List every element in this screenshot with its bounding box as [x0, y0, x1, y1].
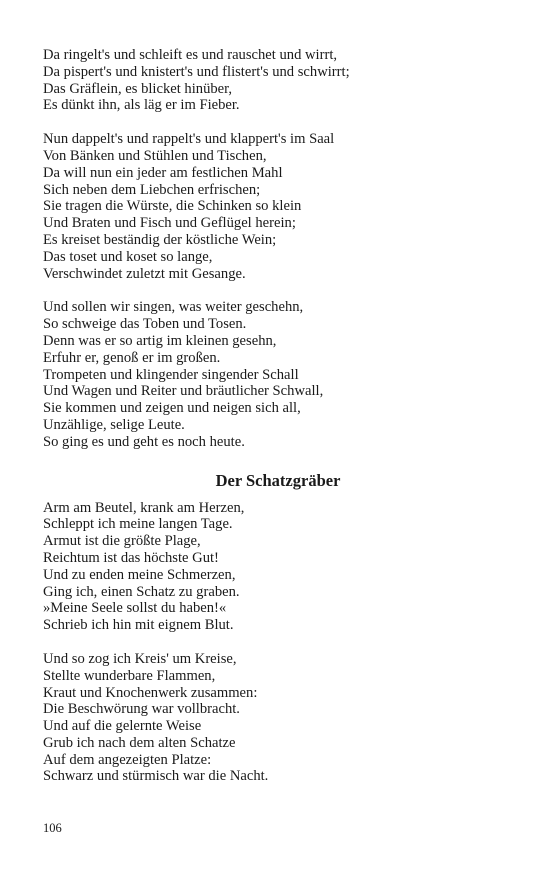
verse-line: Das toset und koset so lange, [43, 248, 213, 265]
verse-line: Unzählige, selige Leute. [43, 416, 185, 433]
page-number: 106 [43, 821, 62, 835]
verse-line: Und zu enden meine Schmerzen, [43, 566, 236, 583]
verse-line: Von Bänken und Stühlen und Tischen, [43, 147, 267, 164]
verse-line: Da will nun ein jeder am festlichen Mahl [43, 164, 283, 181]
stanza [43, 651, 513, 785]
verse-line: Und so zog ich Kreis' um Kreise, [43, 650, 237, 667]
poem-title: Der Schatzgräber [215, 470, 341, 490]
verse-line: Da ringelt's und schleift es und rauschet und wirrt, [43, 47, 338, 63]
verse-line: Und Wagen und Reiter und bräutlicher Schwall, [43, 383, 324, 400]
verse-line: Kraut und Knochenwerk zusammen: [43, 684, 258, 701]
verse-line: Schrieb ich hin mit eignem Blut. [43, 617, 234, 634]
poem-continuation [43, 47, 513, 451]
verse-line: Grub ich nach dem alten Schatze [43, 734, 236, 751]
stanza-gap [43, 634, 513, 651]
verse-line: Verschwindet zuletzt mit Gesange. [43, 265, 246, 282]
verse-line: Ging ich, einen Schatz zu graben. [43, 583, 240, 600]
verse-line: Armut ist die größte Plage, [43, 533, 201, 550]
stanza [43, 299, 513, 450]
verse-line: Auf dem angezeigten Platze: [43, 751, 212, 768]
verse-line: Sich neben dem Liebchen erfrischen; [43, 181, 261, 198]
stanza [43, 47, 513, 114]
verse-line: Die Beschwörung war vollbracht. [43, 701, 240, 718]
verse-line: So ging es und geht es noch heute. [43, 433, 245, 450]
stanza-gap [43, 282, 513, 299]
verse-line: Das Gräflein, es blicket hinüber, [43, 80, 233, 97]
verse-line: Und Braten und Fisch und Geflügel herein; [43, 215, 296, 232]
verse-line: Schwarz und stürmisch war die Nacht. [43, 768, 269, 785]
verse-line: Nun dappelt's und rappelt's und klappert's im Saal [43, 131, 335, 148]
verse-line: Und sollen wir singen, was weiter geschehn, [43, 299, 304, 316]
verse-line: Reichtum ist das höchste Gut! [43, 549, 219, 566]
stanza-gap [43, 114, 513, 131]
poem-der-schatzgraeber [43, 500, 513, 786]
verse-line: Stellte wunderbare Flammen, [43, 667, 216, 684]
verse-line: Erfuhr er, genoß er im großen. [43, 349, 221, 366]
verse-line: Denn was er so artig im kleinen gesehn, [43, 332, 277, 349]
verse-line: Da pispert's und knistert's und flistert's und schwirrt; [43, 63, 350, 80]
verse-line: Schleppt ich meine langen Tage. [43, 516, 233, 533]
stanza [43, 500, 513, 634]
verse-line: Und auf die gelernte Weise [43, 718, 202, 735]
verse-line: So schweige das Toben und Tosen. [43, 316, 247, 333]
page-body [43, 47, 513, 785]
verse-line: Trompeten und klingender singender Schall [43, 366, 299, 383]
stanza [43, 131, 513, 282]
verse-line: »Meine Seele sollst du haben!« [43, 600, 227, 617]
verse-line: Es kreiset beständig der köstliche Wein; [43, 231, 277, 248]
verse-line: Sie kommen und zeigen und neigen sich all, [43, 400, 301, 417]
verse-line: Es dünkt ihn, als läg er im Fieber. [43, 97, 240, 114]
verse-line: Sie tragen die Würste, die Schinken so klein [43, 198, 302, 215]
verse-line: Arm am Beutel, krank am Herzen, [43, 499, 245, 516]
